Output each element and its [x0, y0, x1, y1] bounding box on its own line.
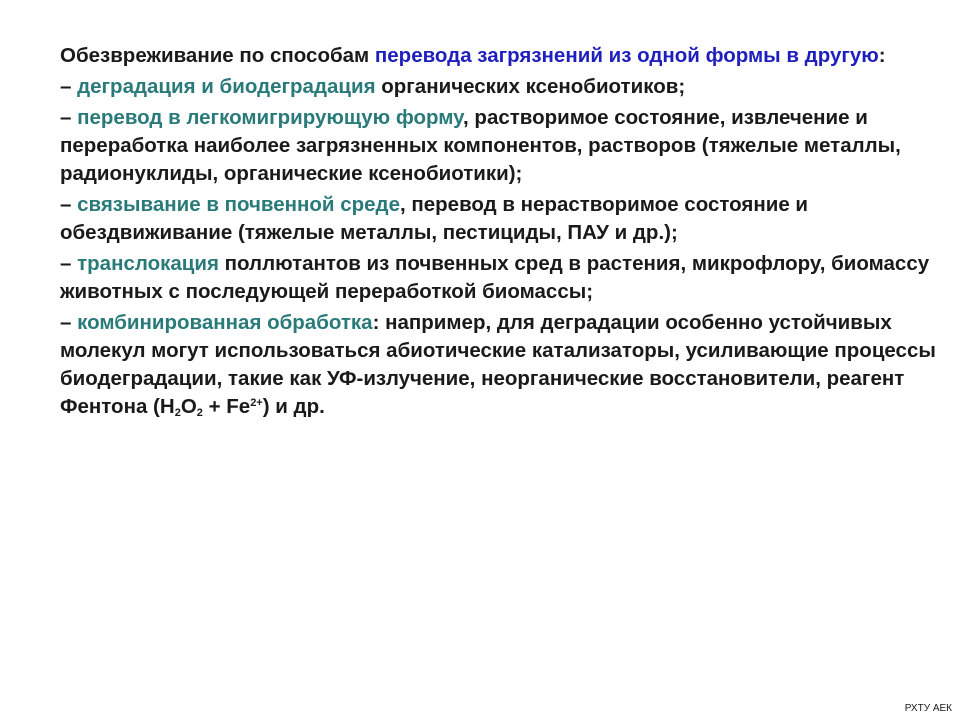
formula-iron: + Fe: [202, 395, 251, 418]
formula-subscript: 2: [174, 407, 181, 419]
footer-label: РХТУ АЕК: [904, 703, 952, 714]
item-dash: –: [60, 193, 78, 216]
intro-paragraph: [60, 42, 940, 70]
slide-content: [60, 42, 940, 424]
list-item: [60, 191, 940, 247]
item-term: транслокация: [77, 252, 219, 275]
item-dash: –: [60, 106, 78, 129]
item-text: органических ксенобиотиков;: [375, 75, 686, 98]
item-text: , растворимое состояние, извлечение и переработка наиболее загрязненных компонентов, растворов (тяжелые металлы, радионуклиды, органические ксенобиотики);: [60, 106, 901, 185]
list-item: [60, 104, 940, 188]
item-dash: –: [60, 252, 78, 275]
intro-suffix: :: [878, 44, 886, 67]
intro-prefix: Обезвреживание по способам: [60, 44, 375, 67]
list-item: [60, 309, 940, 421]
item-dash: –: [60, 75, 78, 98]
item-end: ) и др.: [262, 395, 325, 418]
intro-highlight: перевода загрязнений из одной формы в другую: [374, 44, 879, 67]
item-term: связывание в почвенной среде: [77, 193, 400, 216]
list-item: [60, 250, 940, 306]
list-item: [60, 73, 940, 101]
item-term: деградация и биодеградация: [77, 75, 376, 98]
item-dash: –: [60, 311, 78, 334]
item-text: поллютантов из почвенных сред в растения, микрофлору, биомассу животных с последующей переработкой биомассы;: [60, 252, 930, 303]
formula-oxygen: O: [180, 395, 197, 418]
formula-superscript: 2+: [250, 397, 263, 409]
item-term: перевод в легкомигрирующую форму: [77, 106, 464, 129]
item-text: , перевод в нерастворимое состояние и обездвиживание (тяжелые металлы, пестициды, ПАУ и др.);: [60, 193, 809, 244]
item-text: : например, для деградации особенно устойчивых молекул могут использоваться абиотические катализаторы, усиливающие процессы биодеградации, такие как УФ-излучение, неорганические восстановители, реагент Фентона (H: [60, 311, 936, 418]
item-term: комбинированная обработка: [77, 311, 373, 334]
formula-subscript: 2: [196, 407, 203, 419]
